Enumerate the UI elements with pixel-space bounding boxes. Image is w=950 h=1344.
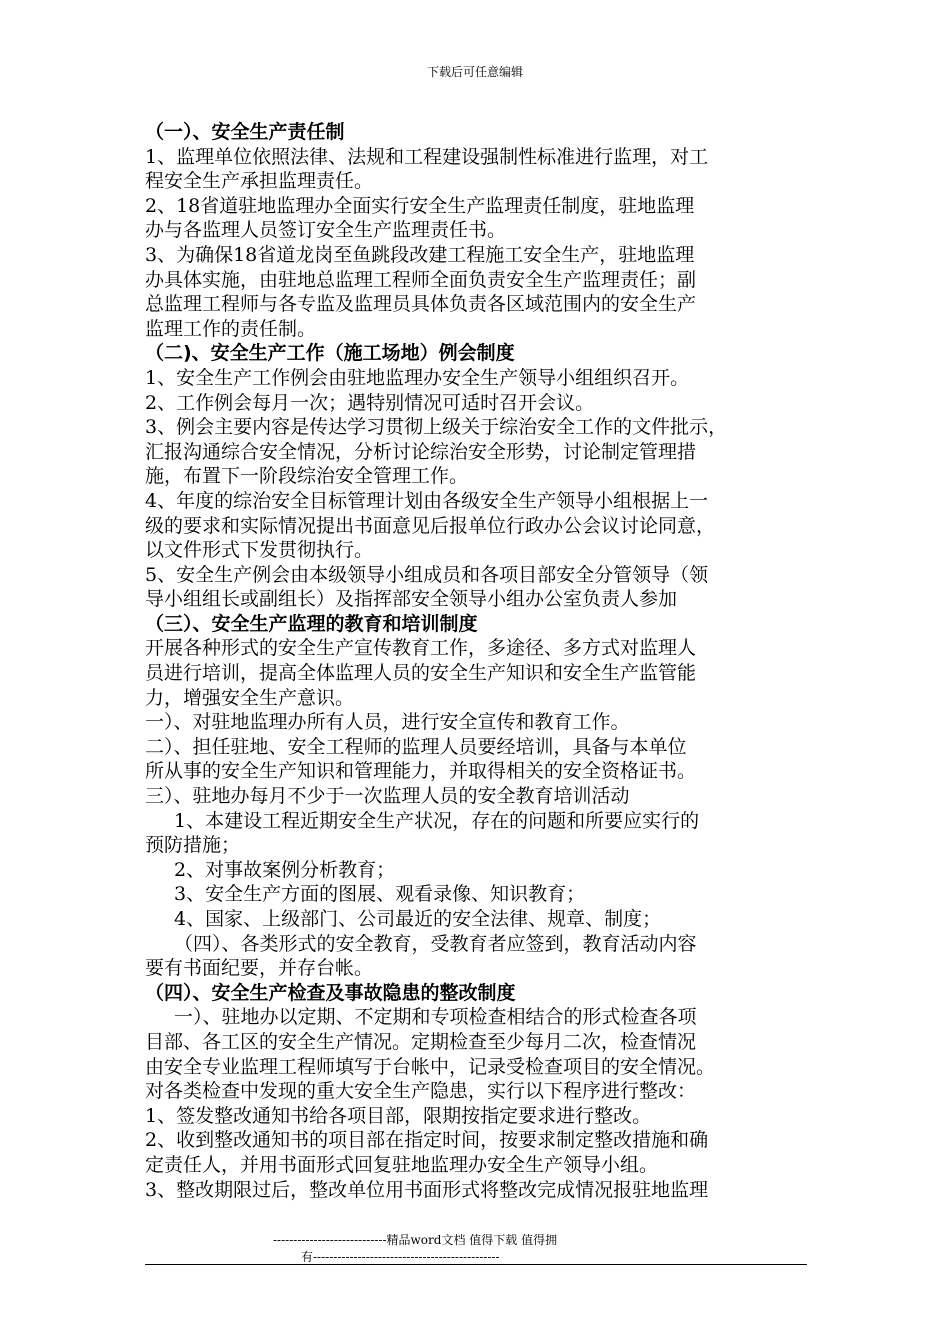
body-line: 2、对事故案例分析教育； — [174, 858, 396, 881]
body-line: 一）、对驻地监理办所有人员，进行安全宣传和教育工作。 — [145, 711, 630, 734]
body-line: 汇报沟通综合安全情况，分析讨论综治安全形势，讨论制定管理措 — [145, 440, 697, 463]
section-heading: （二)、安全生产工作（施工场地）例会制度 — [145, 342, 515, 365]
body-line: 1、本建设工程近期安全生产状况，存在的问题和所要应实行的 — [174, 809, 700, 832]
body-line: 三）、驻地办每月不少于一次监理人员的安全教育培训活动 — [145, 785, 630, 808]
body-line: （四）、各类形式的安全教育，受教育者应签到，教育活动内容 — [174, 932, 697, 955]
body-line: 员进行培训，提高全体监理人员的安全生产知识和安全生产监管能 — [145, 662, 697, 685]
body-line: 程安全生产承担监理责任。 — [145, 170, 374, 193]
body-line: 3、例会主要内容是传达学习贯彻上级关于综治安全工作的文件批示， — [145, 416, 728, 439]
body-line: 1、安全生产工作例会由驻地监理办安全生产领导小组组织召开。 — [145, 366, 690, 389]
footer-line-1: ----------------------------精品word文档 值得下载 值得拥 — [273, 1233, 558, 1247]
footer-divider — [145, 1264, 807, 1265]
body-line: 由安全专业监理工程师填写于台帐中，记录受检查项目的安全情况。 — [145, 1055, 716, 1078]
body-line: 1、签发整改通知书给各项目部，限期按指定要求进行整改。 — [145, 1104, 652, 1127]
body-line: 力，增强安全生产意识。 — [145, 686, 355, 709]
body-line: 3、整改期限过后，整改单位用书面形式将整改完成情况报驻地监理 — [145, 1178, 709, 1201]
body-line: 办与各监理人员签订安全生产监理责任书。 — [145, 219, 507, 242]
body-line: 目部、各工区的安全生产情况。定期检查至少每月二次，检查情况 — [145, 1030, 697, 1053]
body-line: 监理工作的责任制。 — [145, 317, 317, 340]
body-line: 对各类检查中发现的重大安全生产隐患，实行以下程序进行整改： — [145, 1080, 697, 1103]
body-line: 开展各种形式的安全生产宣传教育工作，多途径、多方式对监理人 — [145, 637, 697, 660]
body-line: 要有书面纪要，并存台帐。 — [145, 957, 374, 980]
footer-line-2: 有---------------------------------------------- — [301, 1250, 500, 1264]
body-line: 总监理工程师与各专监及监理员具体负责各区域范围内的安全生产 — [145, 293, 697, 316]
body-line: 预防措施； — [145, 834, 241, 857]
body-line: 所从事的安全生产知识和管理能力，并取得相关的安全资格证书。 — [145, 760, 697, 783]
body-line: 3、为确保18省道龙岗至鱼跳段改建工程施工安全生产，驻地监理 — [145, 243, 695, 266]
body-line: 2、工作例会每月一次；遇特别情况可适时召开会议。 — [145, 391, 595, 414]
section-heading: （一）、安全生产责任制 — [145, 121, 345, 143]
section-heading: （四）、安全生产检查及事故隐患的整改制度 — [145, 981, 516, 1004]
body-line: 2、18省道驻地监理办全面实行安全生产监理责任制度，驻地监理 — [145, 194, 695, 217]
body-line: 3、安全生产方面的图展、观看录像、知识教育； — [174, 883, 586, 906]
body-line: 办具体实施，由驻地总监理工程师全面负责安全生产监理责任；副 — [145, 268, 697, 291]
body-line: 以文件形式下发贯彻执行。 — [145, 539, 374, 562]
body-line: 二）、担任驻地、安全工程师的监理人员要经培训，具备与本单位 — [145, 735, 687, 758]
body-line: 导小组组长或副组长）及指挥部安全领导小组办公室负责人参加 — [145, 588, 678, 611]
footer — [145, 1232, 810, 1266]
body-line: 定责任人，并用书面形式回复驻地监理办安全生产领导小组。 — [145, 1153, 659, 1176]
document-body — [145, 120, 810, 1202]
body-line: 4、年度的综治安全目标管理计划由各级安全生产领导小组根据上一 — [145, 489, 709, 512]
body-line: 施，布置下一阶段综治安全管理工作。 — [145, 465, 469, 488]
body-line: 1、监理单位依照法律、法规和工程建设强制性标准进行监理，对工 — [145, 145, 709, 168]
section-heading: （三）、安全生产监理的教育和培训制度 — [145, 612, 478, 635]
body-line: 2、收到整改通知书的项目部在指定时间，按要求制定整改措施和确 — [145, 1129, 709, 1152]
body-line: 一）、驻地办以定期、不定期和专项检查相结合的形式检查各项 — [174, 1006, 697, 1029]
header-note: 下载后可任意编辑 — [426, 65, 523, 79]
body-line: 5、安全生产例会由本级领导小组成员和各项目部安全分管领导（领 — [145, 563, 709, 586]
body-line: 级的要求和实际情况提出书面意见后报单位行政办公会议讨论同意， — [145, 514, 716, 537]
body-line: 4、国家、上级部门、公司最近的安全法律、规章、制度； — [174, 908, 662, 930]
